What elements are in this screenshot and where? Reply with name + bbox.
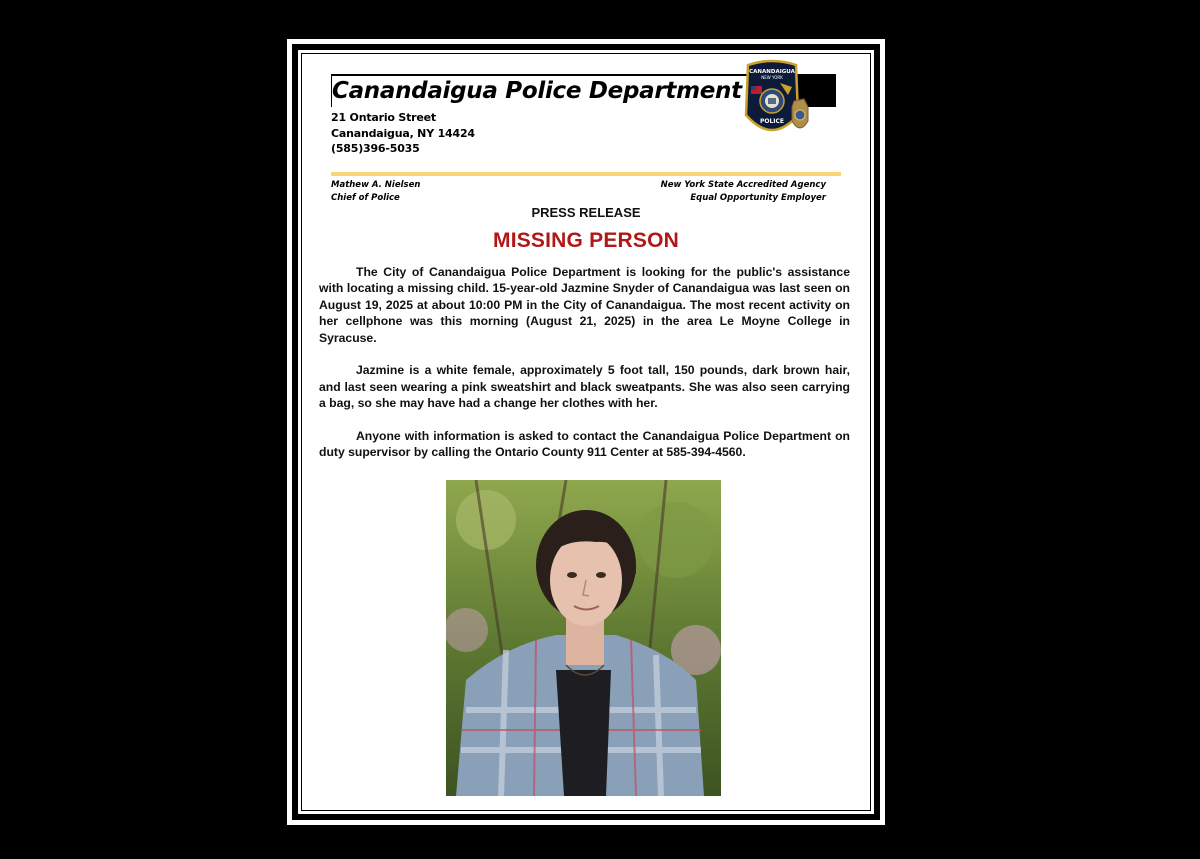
patch-text-top: CANANDAIGUA bbox=[749, 69, 795, 75]
paragraph-description: Jazmine is a white female, approximately 5 foot tall, 150 pounds, dark brown hair, and last seen wearing a pink sweatshirt and black sweatpants. She was also seen carrying a bag, so she may have had a change her clothes with her. bbox=[319, 363, 850, 411]
release-body bbox=[319, 264, 850, 477]
department-phone: (585)396-5035 bbox=[331, 142, 420, 155]
patch-text-state: NEW YORK bbox=[761, 75, 783, 80]
press-release-sheet bbox=[287, 39, 885, 825]
police-patch-and-badge-icon bbox=[742, 59, 812, 139]
missing-person-headline: MISSING PERSON bbox=[493, 229, 679, 252]
chief-title: Chief of Police bbox=[331, 192, 400, 203]
missing-person-photo bbox=[446, 480, 721, 796]
patch-text-bottom: POLICE bbox=[759, 118, 785, 125]
chief-name: Mathew A. Nielsen bbox=[331, 180, 421, 190]
press-release-label: PRESS RELEASE bbox=[531, 205, 641, 220]
paragraph-contact: Anyone with information is asked to contact the Canandaigua Police Department on duty supervisor by calling the Ontario County 911 Center at 585-394-4560. bbox=[319, 429, 850, 460]
employer-note: Equal Opportunity Employer bbox=[690, 192, 826, 203]
department-name: Canandaigua Police Department bbox=[332, 76, 750, 108]
chief-block bbox=[331, 179, 420, 204]
letterhead-rule bbox=[331, 172, 841, 176]
address-city: Canandaigua, NY 14424 bbox=[331, 126, 475, 140]
accreditation-block bbox=[661, 179, 826, 204]
department-address bbox=[331, 110, 475, 157]
paragraph-circumstances: The City of Canandaigua Police Department is looking for the public's assistance with locating a missing child. 15-year-old Jazmine Snyder of Canandaigua was last seen on August 19, 2025 at about 10:00 PM in the City of Canandaigua. The most recent activity on her cellphone was this morning (August 21, 2025) in the area Le Moyne College in Syracuse. bbox=[319, 265, 850, 345]
accreditation-text: New York State Accredited Agency bbox=[660, 180, 826, 190]
address-street: 21 Ontario Street bbox=[331, 111, 436, 124]
